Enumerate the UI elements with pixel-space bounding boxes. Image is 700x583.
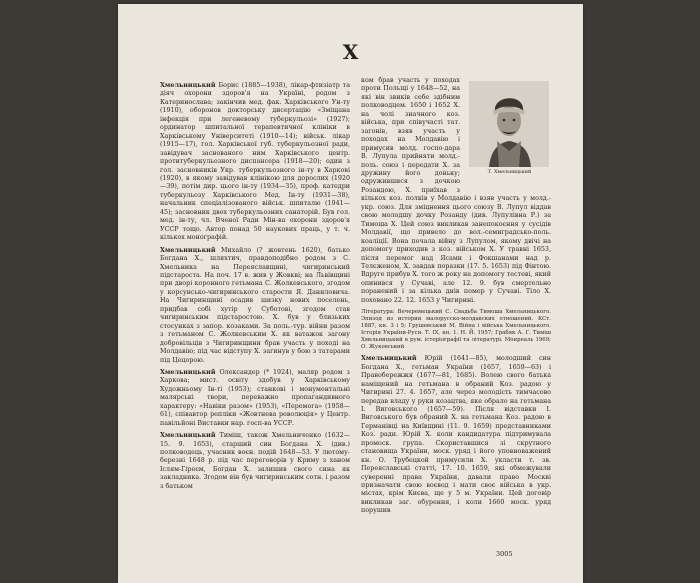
entry-headword: Хмельницький — [160, 368, 216, 376]
entry-headword: Хмельницький — [361, 355, 417, 363]
book-page — [118, 4, 583, 583]
literature-text: Вечеремецький С. Свадьба Тимоша Хмельницького. Эпизод из истории малорусско-молдавских отношений. КСт. 1887, кн. 3 і 5; Грушевський М. Війна і війська Хмельницького. Історія України-Руси. Т. IX, кн. 1. Н. Й. 1957; Грабяк А. Г. Тиміш Хмельницький в рум. історіографії та літературі. Монреаль 1969; О. Жуковський — [361, 309, 551, 351]
right-column — [361, 77, 551, 520]
entry-headword: Хмельницький — [160, 82, 216, 89]
entry-headword: Хмельницький — [160, 246, 216, 254]
entry-text: Юрій (1641—85), молодший син Богдана Х., гетьман України (1657, 1659—63) і Правобережжя (1677—81, 1685). Волею свого батька наміщений на гетьмана в обраний Коз. радою у Чигирині 27. 4. 1657, але через молодість тимчасово передав владу у руки козацтва, яке обрало на гетьмана І. Виговського (1657—59). Після відставки І. Виговського був обраний Х. на гетьмана Коз. радою в Германівці на Київщині (11. 9. 1659) представниками Коз. ради. Юрій Х. коли кандидатура підтримувала промоск. група. Скориставшися зі скрутного становища України, моск. уряд і його уповноважений кн. О. Трубецкой примусили Х. укласти т. зв. Переяславські статті, 17. 10. 1659, які обмежували суверенні права України, давали право Москві призначати свою воєвод і мати своє війська в укр. містах, крім Києва, ще у 5 м. України. Цей договір викликав заг. обурення, і коли 1660 моск. уряд порушив — [361, 355, 551, 515]
entry-yurii — [361, 355, 551, 516]
portrait-image — [469, 81, 549, 167]
portrait-caption: Т. Хмельницький — [487, 170, 532, 175]
left-column — [160, 82, 350, 495]
literature-note — [361, 309, 551, 351]
literature-label: Література: — [361, 309, 395, 316]
page-number: 3005 — [496, 550, 513, 558]
section-letter: Х — [342, 40, 359, 64]
entry-headword: Хмельницький — [160, 432, 216, 440]
entry-borys — [160, 82, 350, 243]
entry-text: Борис (1885—1938), лікар-фтизіатр та діяч охорони здоров'я на Україні, родом з Катеринослава; закінчив мед. фак. Харківського Ун-ту (1910), оборонов докторську дисертацію «Зміщана інфекція при легеневому туберкульозі» (1927); ординатор шпитальної терапевтичної клініки в Харківському Університеті (1910—14); військ. лікар (1915—17), гол. Харківської губ. туберкульозної ради, завідувач заснованого ним Харківського центр. протитуберкульозного диспансера (1918—20); один з гол. засновників Укр. туберкульозного ін-ту в Харкові (1920), в якому завідував клінікою для дорослих (1920—39), потім дир. цього ін-ту (1934—35), проф. катедри туберкульозу Харківського Мед. Ін-ту (1931—38), начальник спеціалізованого військ. шпиталю (1941—45); засновник двох туберкульозних санаторій. Був гол. мед. ін-ту, чл. Вченої Ради Мін-ва охорони здоров'я УССР тощо. Автор понад 50 наукових праць, у т. ч. кількох монографій. — [160, 82, 350, 242]
entry-text: Тиміш, також Хмельниченко (1632—15. 9. 1653), старший син Богдана Х. (див.) полководець, учасник воєн. подій 1648—53. У лютому-березні 1648 р. під час переговорів у Криму з ханом Іслям-Гіреєм, Богдан Х. залишив свого сина як закладника. Згодом він був чигиринським сотн. і разом з батьком — [160, 432, 350, 490]
entry-tymish-continued: ком брав участь у походах проти Польщі у 1648—52, на які він звиків себе здібним полководцем. 1650 і 1652 Х. на чолі значного коз. війська, при співучасті тат. загонів, взяв участь у походах на Молдавію і примусив молд. госпо-дара В. Лупула прийняти молд.-поль. союз і передати Х. за дружину його доньку; одружившися з дочкою Розандою, Х. приїхав з кількох коз. полків у Молдавію і взяв участь у молд.-укр. союз. Для зміцнення цього союзу В. Лупул віддав свою молодшу дочку Розанду (див. Лупулівна Р.) за Тимоша Х. Цей союз викликав занепокоєння у сусідів Молдавії, що привело до вол.-семиградсько-поль. коаліції. Вона почала війну з Лупулом, якому двічі на допомогу приходив з коз. військом Х. У травні 1653, після перемог над Ясами і Фокшанами над р. Телєженом, Х. завдав поразки (17. 5. 1653) під Фінтою. Вдруге прибув Х. того ж року на допомогу тестеві, який опинився у Сучаві, але 12. 9. був смертельно поранений і за кілька днів помер у Сучаві. Тіло Х. поховано 22. 12. 1653 у Чигирині. — [361, 77, 551, 304]
portrait-illustration — [469, 81, 549, 167]
entry-text: Михайло (? жовтень 1620), батько Богдана Х., шляхтич, правдоподібно родом з С. Хмельника на Переяславщині, чигиринський підстароста. На поч. 17 в. жив у Жовкві; на Львівщині при дворі коронного гетьмана С. Жолкевського, згодом у корсунсько-чигиринського старости Я. Даниловича. На Чигиринщині осадив шизку нових поселень, придбав собі хутір у Суботові, згодом став чигиринським підстаростою. Х. був у близьких стосунках з запор. козаками. За поль.-тур. війни разом з гетьманом С. Жолкевським Х. як ватажок загону добровільців з Чигиринщини брав участь у поході на Молдавію; під час відступу Х. загинув у бою з татарами під Цецорою. — [160, 246, 350, 364]
entry-tymish — [160, 432, 350, 491]
entry-oleksander — [160, 369, 350, 428]
entry-text: Олександер (* 1924), маляр родом з Харкова; мист. освіту здобув у Харківському Художньому Ін-ті (1953); станкові і монументальні малярські твори, переважно пропагандивного характеру: «Навіки разом» (1953), «Перемога» (1958—61), співавтор репліки «Жовтнева революція» у Центр. павільйоні Виставки нар. госп-ва УССР. — [160, 368, 350, 427]
entry-mykhailo — [160, 247, 350, 365]
portrait-figure — [464, 81, 551, 185]
